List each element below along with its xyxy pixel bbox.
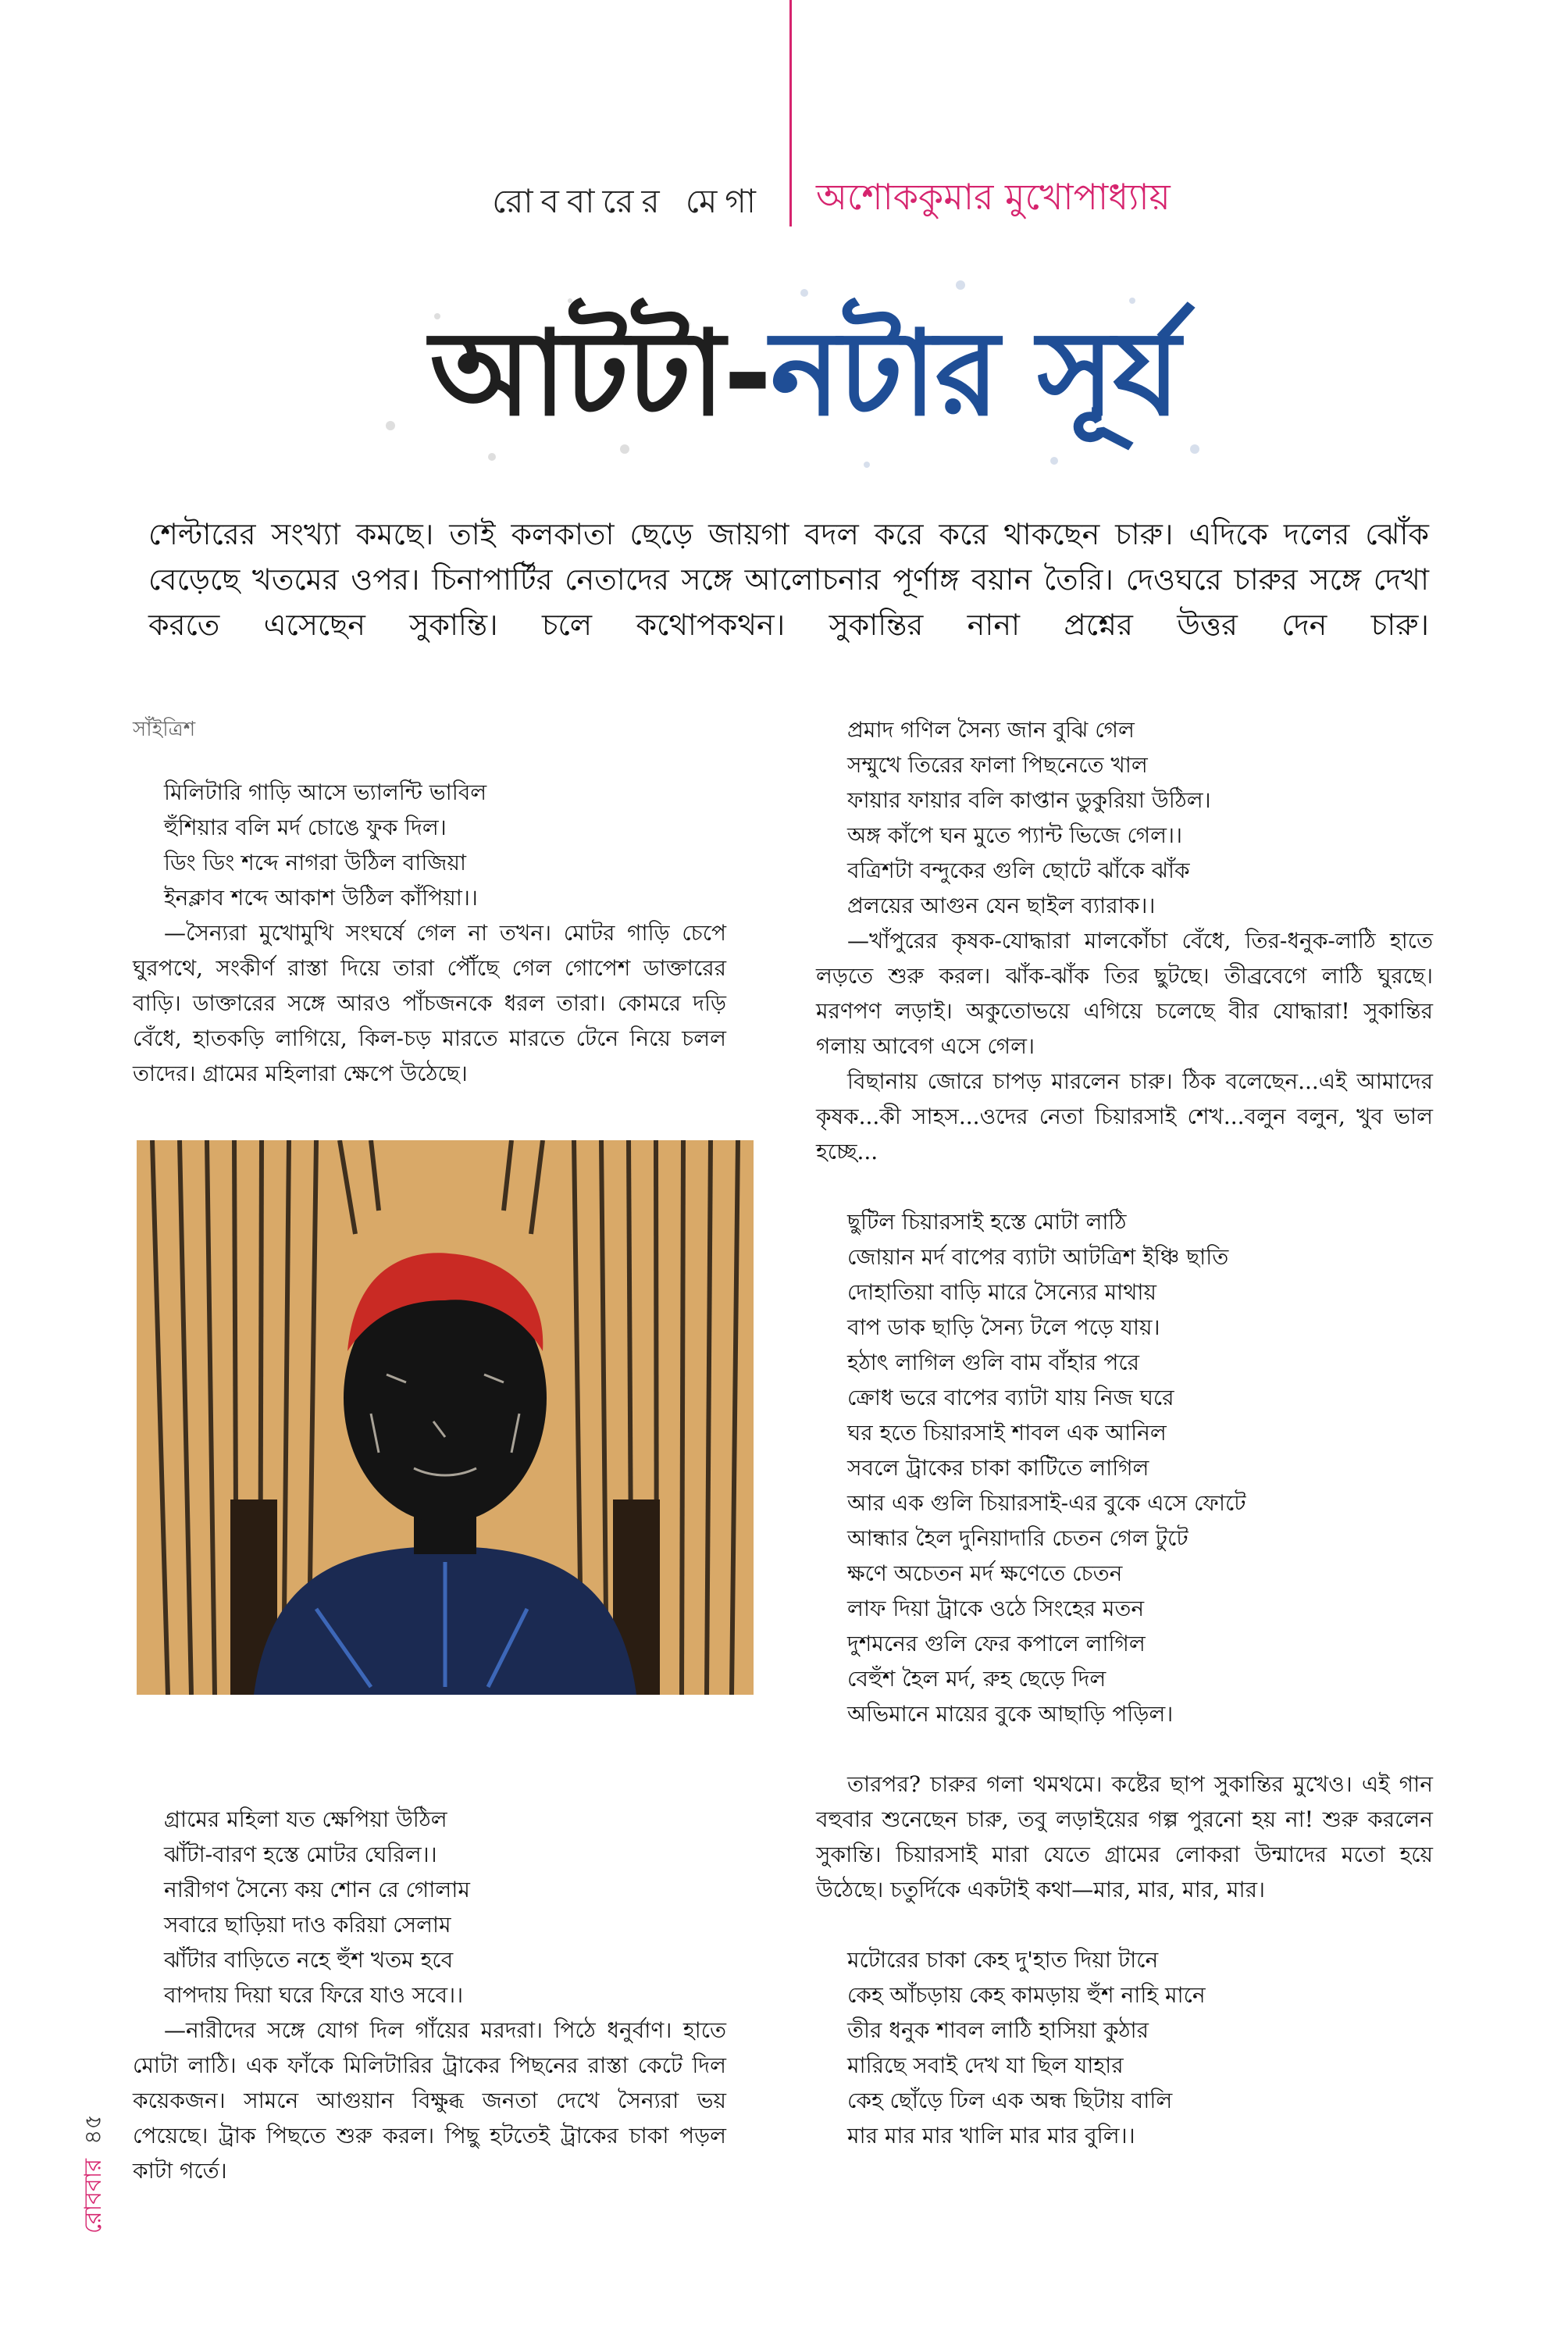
verse-line: সবলে ট্রাকের চাকা কাটিতে লাগিল [847,1455,1149,1481]
verse-line: মিলিটারি গাড়ি আসে ভ্যালন্টি ভাবিল [164,779,487,805]
verse-line: লাফ দিয়া ট্রাকে ওঠে সিংহের মতন [847,1596,1145,1621]
headline-graphic [367,269,1242,480]
right-verse-1 [816,712,1433,923]
left-verse-2 [133,1802,726,2013]
verse-line: দুশমনের গুলি ফের কপালে লাগিল [847,1631,1146,1656]
verse-line: মটোরের চাকা কেহ দু'হাত দিয়া টানে [847,1947,1159,1973]
verse-line: ক্রোধ ভরে বাপের ব্যাটা যায় নিজ ঘরে [847,1385,1174,1410]
prose-paragraph: তারপর? চারুর গলা থমথমে। কষ্টের ছাপ সুকান্তির মুখেও। এই গান বহুবার শুনেছেন চারু, তবু লড়াইয়ের গল্প পুরনো হয় না! শুরু করলেন সুকান্তি। চিয়ারসাই মারা যেতে গ্রামের লোকরা উন্মাদের মতো হয়ে উঠেছে। চতুর্দিকে একটাই কথা—মার, মার, মার, মার। [816,1771,1433,1902]
verse-line: ছুটিল চিয়ারসাই হস্তে মোটা লাঠি [847,1209,1127,1235]
woodcut-portrait [137,1140,754,1695]
right-prose-3 [816,1767,1433,1907]
author-name: অশোককুমার মুখোপাধ্যায় [816,176,1171,218]
left-verse-1 [133,775,726,915]
verse-line: ডিং ডিং শব্দে নাগরা উঠিল বাজিয়া [164,850,467,875]
verse-line: তীর ধনুক শাবল লাঠি হাসিয়া কুঠার [847,2017,1149,2043]
verse-line: ঝাঁটা-বারণ হস্তে মোটর ঘেরিল।। [164,1842,437,1867]
series-title: রোববারের মেগা [492,182,764,220]
verse-line: সবারে ছাড়িয়া দাও করিয়া সেলাম [164,1912,451,1938]
verse-line: মারিছে সবাই দেখ যা ছিল যাহার [847,2052,1124,2078]
verse-line: ইনক্লাব শব্দে আকাশ উঠিল কাঁপিয়া।। [164,885,478,911]
verse-line: ঘর হতে চিয়ারসাই শাবল এক আনিল [847,1420,1167,1446]
header-divider-rule [789,0,792,226]
prose-paragraph: —সৈন্যরা মুখোমুখি সংঘর্ষে গেল না তখন। মোটর গাড়ি চেপে ঘুরপথে, সংকীর্ণ রাস্তা দিয়ে তারা পৌঁছে গেল গোপেশ ডাক্তারের বাড়ি। ডাক্তারের সঙ্গে আরও পাঁচজনকে ধরল তারা। কোমরে দড়ি বেঁধে, হাতকড়ি লাগিয়ে, কিল-চড় মারতে মারতে টেনে নিয়ে চলল তাদের। গ্রামের মহিলারা ক্ষেপে উঠেছে। [133,920,726,1086]
verse-line: প্রমাদ গণিল সৈন্য জান বুঝি গেল [847,717,1135,743]
stanza-gap [816,1731,1433,1767]
left-prose-2 [133,2013,726,2188]
verse-line: বাপ ডাক ছাড়ি সৈন্য টলে পড়ে যায়। [847,1314,1160,1340]
verse-line: মার মার মার খালি মার মার বুলি।। [847,2123,1135,2149]
verse-line: জোয়ান মর্দ বাপের ব্যাটা আটত্রিশ ইঞ্চি ছাতি [847,1244,1229,1270]
page-footer [74,2046,105,2234]
left-column-top [133,712,726,1091]
right-column [816,712,1433,2153]
footer-rotated [74,2114,114,2234]
stanza-gap [816,1169,1433,1204]
portrait-illustration [137,1140,754,1695]
right-prose-1 [816,923,1433,1169]
verse-line: সম্মুখে তিরের ফালা পিছনেতে খাল [847,752,1148,778]
verse-line: বেহুঁশ হৈল মর্দ, রুহ ছেড়ে দিল [847,1666,1107,1692]
verse-line: প্রলয়ের আগুন যেন ছাইল ব্যারাক।। [847,893,1156,918]
headline [367,269,1242,480]
verse-line: নারীগণ সৈন্যে কয় শোন রে গোলাম [164,1877,470,1902]
verse-line: আন্ধার হৈল দুনিয়াদারি চেতন গেল টুটে [847,1525,1188,1551]
magazine-name: রোববার [80,2159,107,2234]
verse-line: কেহ ছোঁড়ে ঢিল এক অন্ধ ছিটায় বালি [847,2088,1173,2113]
verse-line: কেহ আঁচড়ায় কেহ কামড়ায় হুঁশ নাহি মানে [847,1982,1206,2008]
stanza-gap [816,1907,1433,1942]
verse-line: হুঁশিয়ার বলি মর্দ চোঙে ফুক দিল। [164,815,447,840]
right-verse-3 [816,1942,1433,2153]
left-column-bottom [133,1802,726,2188]
verse-line: বত্রিশটা বন্দুকের গুলি ছোটে ঝাঁকে ঝাঁক [847,858,1190,883]
prose-paragraph: —খাঁপুরের কৃষক-যোদ্ধারা মালকোঁচা বেঁধে, তির-ধনুক-লাঠি হাতে লড়তে শুরু করল। ঝাঁক-ঝাঁক তির ছুটছে। তীব্রবেগে লাঠি ঘুরছে। মরণপণ লড়াই। অকুতোভয়ে এগিয়ে চলেছে বীর যোদ্ধারা! সুকান্তির গলায় আবেগ এসে গেল। [816,928,1433,1059]
headline-text [426,298,1196,451]
verse-line: গ্রামের মহিলা যত ক্ষেপিয়া উঠিল [164,1806,447,1832]
prose-paragraph: —নারীদের সঙ্গে যোগ দিল গাঁয়ের মরদরা। পিঠে ধনুর্বাণ। হাতে মোটা লাঠি। এক ফাঁকে মিলিটারির ট্রাকের পিছনের রাস্তা কেটে দিল কয়েকজন। সামনে আগুয়ান বিক্ষুব্ধ জনতা দেখে সৈন্যরা ভয় পেয়েছে। ট্রাক পিছতে শুরু করল। পিছু হটতেই ট্রাকের চাকা পড়ল কাটা গর্তে। [133,2017,726,2184]
verse-line: হঠাৎ লাগিল গুলি বাম বাঁহার পরে [847,1350,1140,1375]
verse-line: ক্ষণে অচেতন মর্দ ক্ষণেতে চেতন [847,1560,1123,1586]
headline-part-dark: আটটা- [429,306,771,442]
verse-line: অঙ্গ কাঁপে ঘন মুতে প্যান্ট ভিজে গেল।। [847,822,1183,848]
verse-line: বাপদায় দিয়া ঘরে ফিরে যাও সবে।। [164,1982,464,2008]
chapter-number: সাঁইত্রিশ [133,718,196,741]
intro-standfirst: শেল্টারের সংখ্যা কমছে। তাই কলকাতা ছেড়ে জায়গা বদল করে করে থাকছেন চারু। এদিকে দলের ঝোঁক বেড়েছে খতমের ওপর। চিনাপার্টির নেতাদের সঙ্গে আলোচনার পূর্ণাঙ্গ বয়ান তৈরি। দেওঘরে চারুর সঙ্গে দেখা করতে এসেছেন সুকান্তি। চলে কথোপকথন। সুকান্তির নানা প্রশ্নের উত্তর দেন চারু। [148,517,1429,642]
left-prose-1 [133,915,726,1091]
verse-line: দোহাতিয়া বাড়ি মারে সৈন্যের মাথায় [847,1279,1156,1305]
prose-paragraph: বিছানায় জোরে চাপড় মারলেন চারু। ঠিক বলেছেন...এই আমাদের কৃষক...কী সাহস...ওদের নেতা চিয়ারসাই শেখ...বলুন বলুন, খুব ভাল হচ্ছে... [816,1068,1433,1164]
verse-line: আর এক গুলি চিয়ারসাই-এর বুকে এসে ফোটে [847,1490,1246,1516]
verse-line: ঝাঁটার বাড়িতে নহে হুঁশ খতম হবে [164,1947,454,1973]
right-verse-2 [816,1204,1433,1731]
verse-line: ফায়ার ফায়ার বলি কাপ্তান ডুকুরিয়া উঠিল। [847,787,1211,813]
headline-part-blue: নটার সূর্য [770,306,1179,442]
page-number: ৪৫ [80,2114,107,2145]
verse-line: অভিমানে মায়ের বুকে আছাড়ি পড়িল। [847,1701,1174,1727]
